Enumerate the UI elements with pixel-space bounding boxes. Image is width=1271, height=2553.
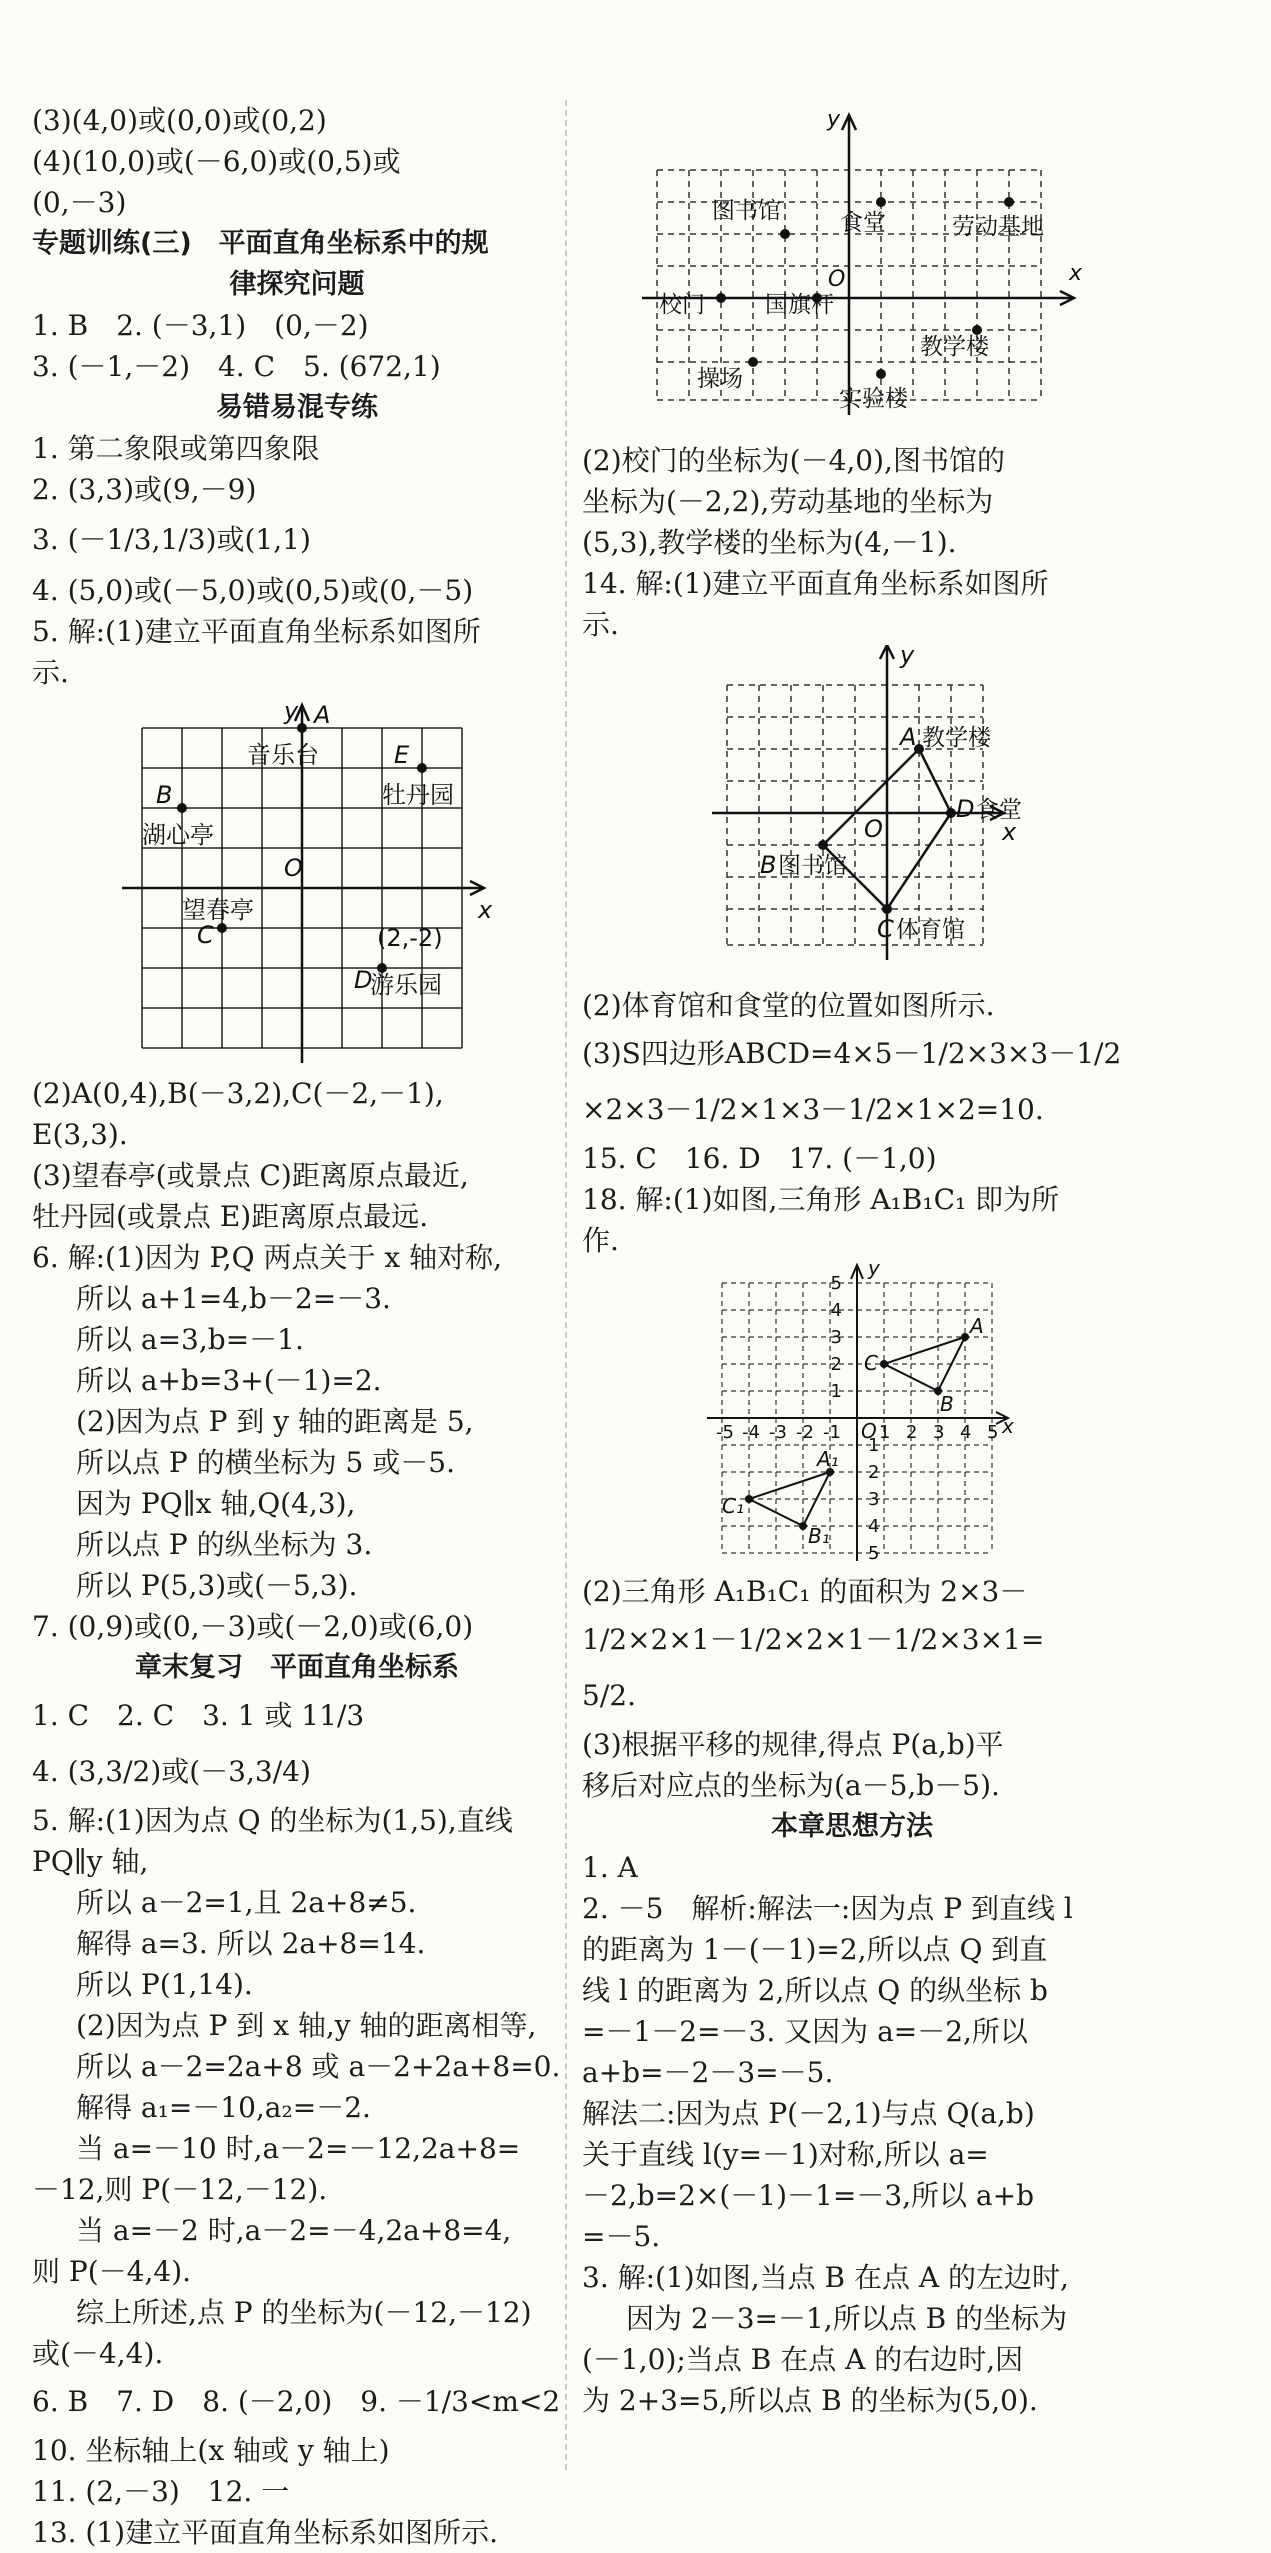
svg-text:2: 2 xyxy=(830,1354,842,1375)
text-line: 解得 a=3. 所以 2a+8=14. xyxy=(76,1927,426,1960)
label-b: B xyxy=(156,781,173,809)
tri-c-label: C xyxy=(864,1351,878,1375)
triangle-translation-figure xyxy=(582,1261,1122,1571)
text-line: 2. －5 解析:解法一:因为点 P 到直线 l xyxy=(582,1892,1073,1925)
section-title: 章末复习 平面直角坐标系 xyxy=(135,1652,459,1683)
tri-a1-label: A₁ xyxy=(817,1447,839,1471)
tri-y-label: y xyxy=(868,1261,880,1280)
teaching-building-label: 教学楼 xyxy=(920,334,989,360)
tri-b1-label: B₁ xyxy=(808,1524,830,1548)
text-line: 所以 a－2=1,且 2a+8≠5. xyxy=(76,1886,417,1919)
text-line: 5/2. xyxy=(582,1679,636,1712)
campus-map-figure xyxy=(582,100,1122,440)
text-line: 15. C 16. D 17. (－1,0) xyxy=(582,1142,937,1175)
point-a-marker xyxy=(297,723,307,733)
text-line: =－1－2=－3. 又因为 a=－2,所以 xyxy=(582,2015,1028,2048)
text-line: 解得 a₁=－10,a₂=－2. xyxy=(76,2091,371,2124)
point-d-marker xyxy=(946,808,956,818)
lab-building-label: 实验楼 xyxy=(839,386,908,412)
text-line: 2. (3,3)或(9,－9) xyxy=(32,473,257,506)
text-line: 或(－4,4). xyxy=(32,2337,164,2370)
canteen-marker xyxy=(876,197,886,207)
text-line: (3)S四边形ABCD=4×5－1/2×3×3－1/2 xyxy=(582,1037,1122,1070)
text-line: (4)(10,0)或(－6,0)或(0,5)或 xyxy=(32,145,401,178)
text-line: 1. C 2. C 3. 1 或 11/3 xyxy=(32,1699,365,1732)
text-line: 4. (3,3/2)或(－3,3/4) xyxy=(32,1755,311,1788)
text-line: 移后对应点的坐标为(a－5,b－5). xyxy=(582,1769,1000,1802)
lab-building-marker xyxy=(876,369,886,379)
scenic-map-figure xyxy=(32,693,562,1073)
svg-text:4: 4 xyxy=(960,1422,972,1443)
labor-base-label: 劳动基地 xyxy=(952,214,1044,240)
library-marker xyxy=(780,229,790,239)
right-column xyxy=(582,100,1122,2421)
point-b-marker xyxy=(818,840,828,850)
campus-origin-label: O xyxy=(828,267,846,292)
column-divider xyxy=(565,100,567,2470)
text-line: 当 a=－10 时,a－2=－12,2a+8= xyxy=(76,2132,521,2165)
label-c: C xyxy=(197,921,214,949)
text-line: (5,3),教学楼的坐标为(4,－1). xyxy=(582,526,957,559)
svg-text:-2: -2 xyxy=(796,1422,814,1443)
library-label: 图书馆 xyxy=(712,198,781,224)
text-line: (－1,0);当点 B 在点 A 的右边时,因 xyxy=(582,2343,1024,2376)
section-title-cont: 律探究问题 xyxy=(229,269,365,300)
tri-b-label: B xyxy=(940,1392,954,1416)
label-y: y xyxy=(284,697,299,725)
text-line: 则 P(－4,4). xyxy=(32,2255,192,2288)
text-line: 所以点 P 的横坐标为 5 或－5. xyxy=(76,1446,455,1479)
left-column xyxy=(32,100,562,2553)
text-line: 所以点 P 的纵坐标为 3. xyxy=(76,1528,373,1561)
text-line: 当 a=－2 时,a－2=－4,2a+8=4, xyxy=(76,2214,512,2247)
text-line: (2)因为点 P 到 y 轴的距离是 5, xyxy=(76,1405,474,1438)
point-b-marker xyxy=(177,803,187,813)
quad-gym-label: 体育馆 xyxy=(896,917,965,943)
label-e: E xyxy=(394,741,410,769)
point-e-marker xyxy=(417,763,427,773)
text-line: 1/2×2×1－1/2×2×1－1/2×3×1= xyxy=(582,1623,1045,1656)
text-line: 线 l 的距离为 2,所以点 Q 的纵坐标 b xyxy=(582,1974,1048,2007)
text-line: 所以 a+b=3+(－1)=2. xyxy=(76,1364,382,1397)
text-line: －2,b=2×(－1)－1=－3,所以 a+b xyxy=(582,2179,1035,2212)
svg-text:5: 5 xyxy=(987,1422,999,1443)
text-line: 所以 P(1,14). xyxy=(76,1968,253,2001)
text-line: 1. A xyxy=(582,1851,638,1884)
text-line: 3. 解:(1)如图,当点 B 在点 A 的左边时, xyxy=(582,2261,1069,2294)
text-line: 11. (2,－3) 12. 一 xyxy=(32,2475,290,2508)
gate-marker xyxy=(716,293,726,303)
quadrilateral-figure xyxy=(582,645,1122,985)
label-d: D xyxy=(354,966,373,994)
text-line: 的距离为 1－(－1)=2,所以点 Q 到直 xyxy=(582,1933,1048,1966)
text-line: =－5. xyxy=(582,2220,661,2253)
text-line: (2)A(0,4),B(－3,2),C(－2,－1), xyxy=(32,1077,444,1110)
text-line: 1. B 2. (－3,1) (0,－2) xyxy=(32,309,369,342)
canteen-label: 食堂 xyxy=(840,210,886,236)
tri-c1-label: C₁ xyxy=(722,1494,744,1518)
text-line: (2)三角形 A₁B₁C₁ 的面积为 2×3－ xyxy=(582,1575,1028,1608)
gate-label: 校门 xyxy=(659,292,705,318)
text-line: －12,则 P(－12,－12). xyxy=(32,2173,328,2206)
labor-base-marker xyxy=(1004,197,1014,207)
text-line: (3)望春亭(或景点 C)距离原点最近, xyxy=(32,1159,469,1192)
tri-origin-label: O xyxy=(861,1419,877,1443)
text-line: (2)体育馆和食堂的位置如图所示. xyxy=(582,989,995,1022)
quad-teaching-label: 教学楼 xyxy=(922,725,991,751)
text-line: 示. xyxy=(32,656,69,689)
label-a: A xyxy=(314,701,331,729)
quad-b-label: B xyxy=(760,851,777,879)
text-line: 综上所述,点 P 的坐标为(－12,－12) xyxy=(76,2296,532,2329)
text-line: ×2×3－1/2×1×3－1/2×1×2=10. xyxy=(582,1093,1044,1126)
text-line: 为 2+3=5,所以点 B 的坐标为(5,0). xyxy=(582,2384,1038,2417)
text-line: 18. 解:(1)如图,三角形 A₁B₁C₁ 即为所 xyxy=(582,1183,1060,1216)
quad-y-label: y xyxy=(900,645,915,669)
svg-text:5: 5 xyxy=(868,1543,880,1564)
label-peony-garden: 牡丹园 xyxy=(382,781,454,809)
campus-y-label: y xyxy=(827,107,841,132)
tri-a-label: A xyxy=(970,1314,984,1338)
text-line: 6. B 7. D 8. (－2,0) 9. －1/3<m<2 xyxy=(32,2385,561,2418)
svg-text:-4: -4 xyxy=(742,1422,760,1443)
text-line: 3. (－1/3,1/3)或(1,1) xyxy=(32,523,311,556)
point-c-marker xyxy=(882,904,892,914)
text-line: 关于直线 l(y=－1)对称,所以 a= xyxy=(582,2138,989,2171)
text-line: (3)根据平移的规律,得点 P(a,b)平 xyxy=(582,1728,1004,1761)
tri-x-label: x xyxy=(1002,1414,1014,1438)
text-line: 1. 第二象限或第四象限 xyxy=(32,432,320,465)
svg-text:1: 1 xyxy=(868,1435,880,1456)
svg-text:2: 2 xyxy=(868,1462,880,1483)
text-line: 7. (0,9)或(0,－3)或(－2,0)或(6,0) xyxy=(32,1610,474,1643)
text-line: 6. 解:(1)因为 P,Q 两点关于 x 轴对称, xyxy=(32,1241,503,1274)
quad-library-label: 图书馆 xyxy=(778,853,847,879)
text-line: PQ∥y 轴, xyxy=(32,1845,149,1878)
text-line: 13. (1)建立平面直角坐标系如图所示. xyxy=(32,2516,498,2549)
text-line: 解法二:因为点 P(－2,1)与点 Q(a,b) xyxy=(582,2097,1035,2130)
playground-marker xyxy=(748,357,758,367)
quad-a-label: A xyxy=(900,723,917,751)
quad-canteen-label: 食堂 xyxy=(976,797,1022,823)
quad-x-label: x xyxy=(1002,818,1017,846)
text-line: 示. xyxy=(582,608,619,641)
label-coord: (2,-2) xyxy=(377,924,443,952)
label-spring-pavilion: 望春亭 xyxy=(182,896,254,924)
text-line: 4. (5,0)或(－5,0)或(0,5)或(0,－5) xyxy=(32,574,474,607)
section-title: 专题训练(三) 平面直角坐标系中的规 xyxy=(32,228,489,259)
quad-d-label: D xyxy=(956,795,975,823)
text-line: 所以 a+1=4,b－2=－3. xyxy=(76,1282,391,1315)
text-line: 因为 2－3=－1,所以点 B 的坐标为 xyxy=(626,2302,1068,2335)
svg-text:4: 4 xyxy=(830,1300,842,1321)
text-line: 所以 P(5,3)或(－5,3). xyxy=(76,1569,358,1602)
label-origin: O xyxy=(284,854,303,882)
quad-c-label: C xyxy=(877,915,894,943)
text-line: (3)(4,0)或(0,0)或(0,2) xyxy=(32,104,327,137)
playground-label: 操场 xyxy=(697,366,743,392)
svg-text:5: 5 xyxy=(830,1273,842,1294)
quad-origin-label: O xyxy=(864,815,883,843)
text-line: 作. xyxy=(582,1224,619,1257)
text-line: 因为 PQ∥x 轴,Q(4,3), xyxy=(76,1487,356,1520)
text-line: (2)因为点 P 到 x 轴,y 轴的距离相等, xyxy=(76,2009,537,2042)
label-lake-pavilion: 湖心亭 xyxy=(142,821,214,849)
point-c-marker xyxy=(217,923,227,933)
text-line: E(3,3). xyxy=(32,1118,128,1151)
text-line: 14. 解:(1)建立平面直角坐标系如图所 xyxy=(582,567,1049,600)
svg-text:1: 1 xyxy=(879,1422,891,1443)
svg-text:1: 1 xyxy=(830,1381,842,1402)
section-title: 本章思想方法 xyxy=(771,1811,933,1842)
svg-text:3: 3 xyxy=(933,1422,945,1443)
svg-text:-3: -3 xyxy=(769,1422,787,1443)
text-line: 所以 a=3,b=－1. xyxy=(76,1323,304,1356)
svg-text:3: 3 xyxy=(830,1327,842,1348)
text-line: (2)校门的坐标为(－4,0),图书馆的 xyxy=(582,444,1005,477)
text-line: (0,－3) xyxy=(32,186,127,219)
text-line: a+b=－2－3=－5. xyxy=(582,2056,834,2089)
text-line: 10. 坐标轴上(x 轴或 y 轴上) xyxy=(32,2434,390,2467)
svg-text:4: 4 xyxy=(868,1516,880,1537)
label-x: x xyxy=(478,896,493,924)
section-title: 易错易混专练 xyxy=(216,392,378,423)
flagpole-label: 国旗杆 xyxy=(765,292,834,318)
text-line: 坐标为(－2,2),劳动基地的坐标为 xyxy=(582,485,994,518)
svg-text:2: 2 xyxy=(906,1422,918,1443)
svg-text:3: 3 xyxy=(868,1489,880,1510)
text-line: 所以 a－2=2a+8 或 a－2+2a+8=0. xyxy=(76,2050,561,2083)
svg-text:-5: -5 xyxy=(716,1422,734,1443)
text-line: 3. (－1,－2) 4. C 5. (672,1) xyxy=(32,350,441,383)
svg-text:-1: -1 xyxy=(823,1422,841,1443)
label-music-stage: 音乐台 xyxy=(247,741,319,769)
text-line: 5. 解:(1)因为点 Q 的坐标为(1,5),直线 xyxy=(32,1804,513,1837)
campus-x-label: x xyxy=(1069,261,1083,286)
label-amusement-park: 游乐园 xyxy=(370,971,442,999)
text-line: 5. 解:(1)建立平面直角坐标系如图所 xyxy=(32,615,481,648)
text-line: 牡丹园(或景点 E)距离原点最远. xyxy=(32,1200,429,1233)
